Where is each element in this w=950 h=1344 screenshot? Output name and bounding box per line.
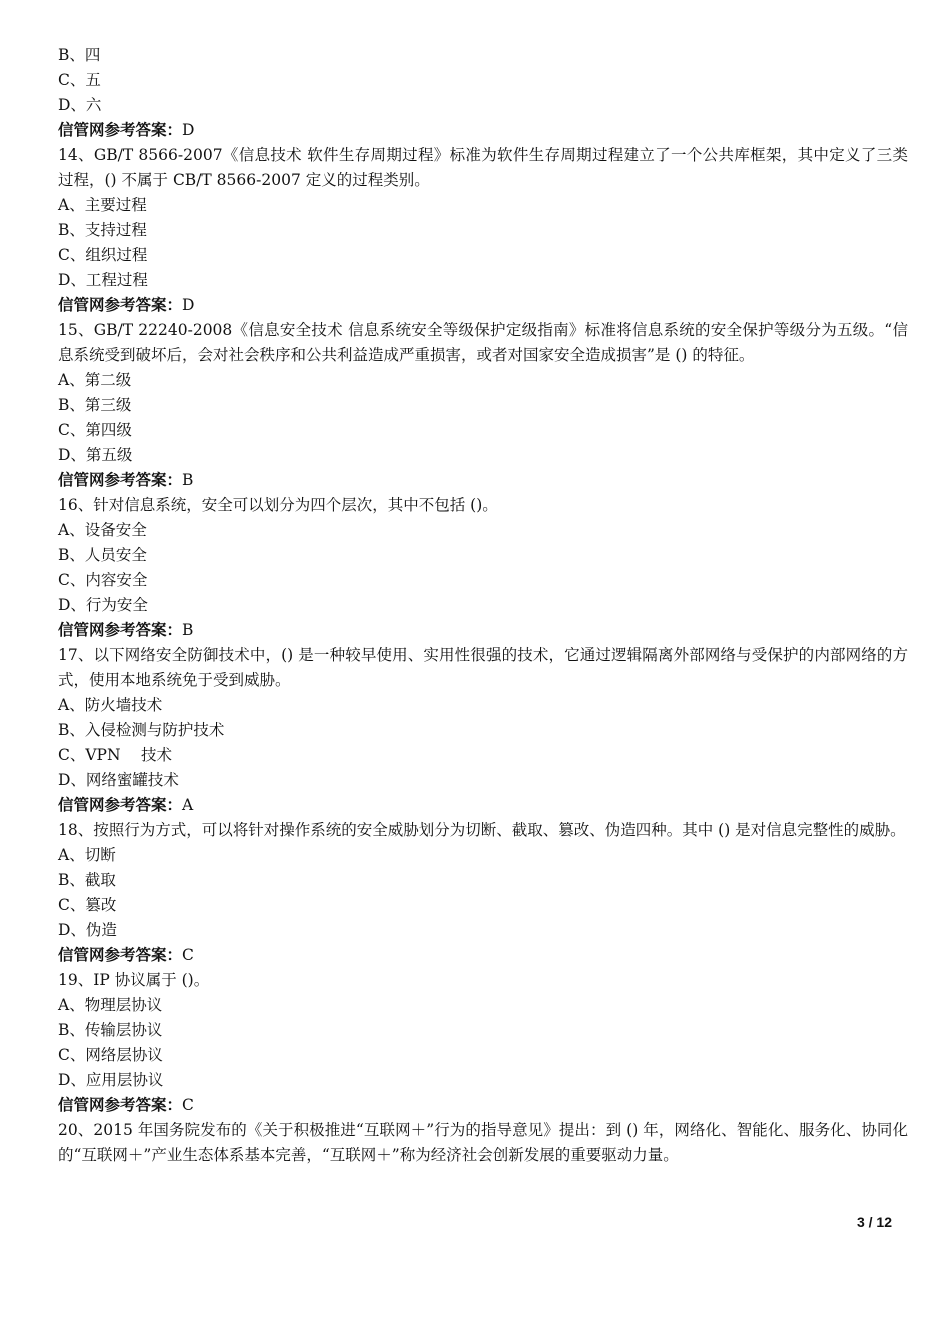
option-line: D、网络蜜罐技术 <box>58 771 179 789</box>
answer-label: 信管网参考答案： <box>58 296 183 314</box>
option-line: A、切断 <box>58 846 116 864</box>
answer-value: A <box>182 796 194 814</box>
question-stem: 19、IP 协议属于 ()。 <box>58 971 210 989</box>
option-line: B、四 <box>58 46 101 64</box>
option-line: D、第五级 <box>58 446 133 464</box>
document-body <box>58 43 908 1168</box>
answer-line <box>58 943 908 968</box>
option-line: B、支持过程 <box>58 221 147 239</box>
question-stem: 16、针对信息系统，安全可以划分为四个层次，其中不包括 ()。 <box>58 496 498 514</box>
answer-label: 信管网参考答案： <box>58 946 183 964</box>
option-line: C、VPN 技术 <box>58 746 172 764</box>
answer-line <box>58 118 908 143</box>
answer-label: 信管网参考答案： <box>58 796 183 814</box>
page-indicator: 3 / 12 <box>856 1214 892 1230</box>
question-stem: 20、2015 年国务院发布的《关于积极推进“互联网＋”行为的指导意见》提出：到 () 年，网络化、智能化、服务化、协同化的“互联网＋”产业生态体系基本完善，“互联网＋”称为经济社会创新发展的重要驱动力量。 <box>58 1121 908 1164</box>
option-line: A、物理层协议 <box>58 996 163 1014</box>
option-line: D、工程过程 <box>58 271 148 289</box>
option-line: C、五 <box>58 71 101 89</box>
answer-label: 信管网参考答案： <box>58 621 183 639</box>
option-line: D、伪造 <box>58 921 117 939</box>
answer-line <box>58 793 908 818</box>
answer-value: C <box>182 946 194 964</box>
option-line: B、传输层协议 <box>58 1021 163 1039</box>
question-stem: 18、按照行为方式，可以将针对操作系统的安全威胁划分为切断、截取、篡改、伪造四种。其中 () 是对信息完整性的威胁。 <box>58 821 906 839</box>
option-line: C、第四级 <box>58 421 132 439</box>
answer-label: 信管网参考答案： <box>58 471 183 489</box>
question-stem: 15、GB/T 22240-2008《信息安全技术 信息系统安全等级保护定级指南》标准将信息系统的安全保护等级分为五级。“信息系统受到破坏后，会对社会秩序和公共利益造成严重损害，或者对国家安全造成损害”是 () 的特征。 <box>58 321 908 364</box>
option-line: B、第三级 <box>58 396 132 414</box>
option-line: C、组织过程 <box>58 246 148 264</box>
answer-value: C <box>182 1096 194 1114</box>
option-line: D、六 <box>58 96 102 114</box>
answer-label: 信管网参考答案： <box>58 1096 183 1114</box>
option-line: D、应用层协议 <box>58 1071 164 1089</box>
answer-line <box>58 468 908 493</box>
option-line: B、人员安全 <box>58 546 147 564</box>
option-line: B、截取 <box>58 871 116 889</box>
answer-value: D <box>182 296 195 314</box>
question-stem: 17、以下网络安全防御技术中，() 是一种较早使用、实用性很强的技术，它通过逻辑隔离外部网络与受保护的内部网络的方式，使用本地系统免于受到威胁。 <box>58 646 908 689</box>
option-line: A、主要过程 <box>58 196 147 214</box>
answer-label: 信管网参考答案： <box>58 121 183 139</box>
option-line: A、防火墙技术 <box>58 696 163 714</box>
answer-value: D <box>182 121 195 139</box>
option-line: D、行为安全 <box>58 596 148 614</box>
answer-value: B <box>182 471 194 489</box>
option-line: C、篡改 <box>58 896 117 914</box>
answer-line <box>58 293 908 318</box>
option-line: C、内容安全 <box>58 571 148 589</box>
answer-line <box>58 618 908 643</box>
option-line: A、设备安全 <box>58 521 147 539</box>
answer-value: B <box>182 621 194 639</box>
option-line: A、第二级 <box>58 371 132 389</box>
option-line: B、入侵检测与防护技术 <box>58 721 225 739</box>
answer-line <box>58 1093 908 1118</box>
option-line: C、网络层协议 <box>58 1046 163 1064</box>
question-stem: 14、GB/T 8566-2007《信息技术 软件生存周期过程》标准为软件生存周期过程建立了一个公共库框架，其中定义了三类过程，() 不属于 CB/T 8566-2007 定义的过程类别。 <box>58 146 908 189</box>
